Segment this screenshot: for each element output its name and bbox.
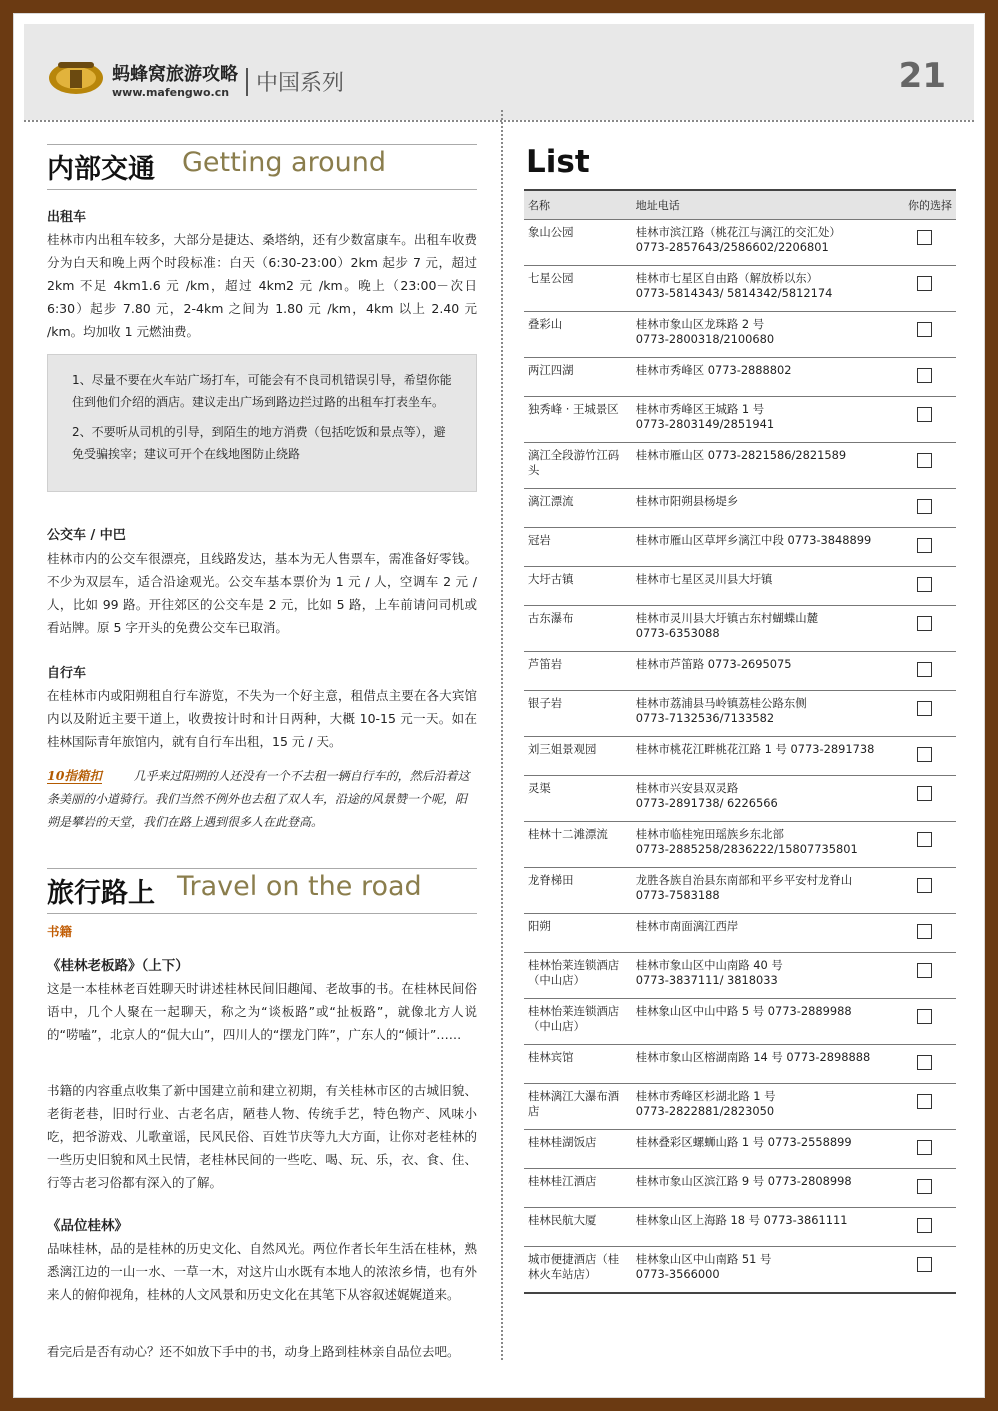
place-address-cell [632, 606, 892, 652]
place-name: 桂林宾馆 [524, 1045, 632, 1084]
choice-checkbox[interactable] [917, 1179, 932, 1194]
place-address: 桂林市象山区榕湖南路 14 号 0773-2898888 [635, 1050, 871, 1064]
choice-checkbox[interactable] [917, 616, 932, 631]
choice-checkbox[interactable] [917, 322, 932, 337]
place-name: 阳朔 [524, 914, 632, 953]
choice-cell [892, 606, 956, 652]
place-phone: 0773-3837111/ 3818033 [635, 973, 778, 987]
place-name: 两江四湖 [524, 358, 632, 397]
bus-heading: 公交车 / 中巴 [47, 528, 126, 543]
table-row [524, 822, 956, 868]
table-row [524, 358, 956, 397]
series-title: 中国系列 [256, 71, 345, 96]
brand-name: 蚂蜂窝旅游攻略 [112, 64, 238, 85]
choice-cell [892, 1045, 956, 1084]
traveler-tip [47, 764, 477, 834]
choice-cell [892, 652, 956, 691]
tip-item: 1、尽量不要在火车站广场打车，可能会有不良司机错误引导，希望你能住到他们介绍的酒店。建议走出广场到路边拦过路的出租车打表坐车。 [72, 373, 452, 409]
section-title-cn: 内部交通 [47, 154, 155, 185]
table-row [524, 220, 956, 266]
page-number: 21 [898, 56, 946, 96]
place-address-cell [632, 776, 892, 822]
place-address-cell [632, 528, 892, 567]
choice-cell [892, 914, 956, 953]
choice-checkbox[interactable] [917, 878, 932, 893]
taxi-tips-box [47, 354, 477, 492]
place-address: 桂林象山区中山南路 51 号 [635, 1252, 772, 1266]
place-address-cell [632, 737, 892, 776]
place-address: 桂林市滨江路（桃花江与漓江的交汇处） [635, 225, 841, 239]
taxi-text: 桂林市内出租车较多，大部分是捷达、桑塔纳，还有少数富康车。出租车收费分为白天和晚上两个时段标准：白天（6:30-23:00）2km 起步 7 元，超过 2km 不足 4km1.6 元 /km，超过 4km2 元 /km。晚上（23:00－次日 6:30）起步 7.80 元，2-4km 之间为 1.80 元 /km，4km 以上 2.40 元 /km。均加收 1 元燃油费。 [47, 232, 477, 339]
place-address-cell [632, 1208, 892, 1247]
place-phone: 0773-6353088 [635, 626, 720, 640]
choice-checkbox[interactable] [917, 276, 932, 291]
table-row [524, 776, 956, 822]
choice-cell [892, 822, 956, 868]
place-address-cell [632, 1247, 892, 1293]
place-address: 桂林市荔浦县马岭镇荔桂公路东侧 [635, 696, 807, 710]
place-address-cell [632, 1045, 892, 1084]
place-name: 城市便捷酒店（桂林火车站店） [524, 1247, 632, 1293]
book1-content: 书籍的内容重点收集了新中国建立前和建立初期，有关桂林市区的古城旧貌、老街老巷，旧时行业、古老名店，陋巷人物、传统手艺，特色物产、风味小吃，把爷游戏、儿歌童谣，民风民俗、百姓节庆等九大方面，让你对老桂林的一些历史旧貌和风土民情，老桂林民间的一些吃、喝、玩、乐，衣、食、住、行等古老习俗都有深入的了解。 [47, 1083, 477, 1190]
place-address-cell [632, 652, 892, 691]
taxi-heading: 出租车 [47, 210, 87, 225]
choice-cell [892, 567, 956, 606]
place-name: 桂林十二滩漂流 [524, 822, 632, 868]
choice-cell [892, 737, 956, 776]
place-address-cell [632, 220, 892, 266]
traveler-tip-text: 几乎来过阳朔的人还没有一个不去租一辆自行车的，然后沿着这条美丽的小道骑行。我们当然不例外也去租了双人车，沿途的风景赞一个呢，阳朔是攀岩的天堂，我们在路上遇到很多人在此登高。 [47, 769, 470, 829]
place-address: 桂林市灵川县大圩镇古东村蝴蝶山麓 [635, 611, 819, 625]
choice-cell [892, 999, 956, 1045]
place-address: 桂林市秀峰区 0773-2888802 [635, 363, 792, 377]
choice-checkbox[interactable] [917, 701, 932, 716]
place-phone: 0773-2803149/2851941 [635, 417, 775, 431]
places-table-body [524, 220, 956, 1293]
choice-cell [892, 358, 956, 397]
choice-checkbox[interactable] [917, 1055, 932, 1070]
bike-text: 在桂林市内或阳朔租自行车游览，不失为一个好主意，租借点主要在各大宾馆内以及附近主要干道上，收费按计时和计日两种，大概 10-15 元一天。如在桂林国际青年旅馆内，就有自行车出租，15 元 / 天。 [47, 688, 477, 749]
choice-checkbox[interactable] [917, 368, 932, 383]
place-address-cell [632, 822, 892, 868]
choice-checkbox[interactable] [917, 1257, 932, 1272]
place-address-cell [632, 358, 892, 397]
place-name: 桂林桂江酒店 [524, 1169, 632, 1208]
place-phone: 0773-2800318/2100680 [635, 332, 775, 346]
page-header [24, 24, 974, 120]
choice-checkbox[interactable] [917, 538, 932, 553]
place-address-cell [632, 312, 892, 358]
table-row [524, 868, 956, 914]
place-name: 象山公园 [524, 220, 632, 266]
place-name: 独秀峰 · 王城景区 [524, 397, 632, 443]
place-name: 漓江全段游竹江码头 [524, 443, 632, 489]
choice-cell [892, 1169, 956, 1208]
places-table [524, 189, 956, 1294]
closing-text: 看完后是否有动心？还不如放下手中的书，动身上路到桂林亲自品位去吧。 [47, 1344, 460, 1359]
section-title-cn: 旅行路上 [47, 878, 155, 909]
choice-cell [892, 528, 956, 567]
column-header-address: 地址电话 [632, 190, 892, 220]
place-address: 桂林市桃花江畔桃花江路 1 号 0773-2891738 [635, 742, 875, 756]
choice-checkbox[interactable] [917, 963, 932, 978]
place-phone: 0773-3566000 [635, 1267, 720, 1281]
place-name: 桂林民航大厦 [524, 1208, 632, 1247]
place-address: 桂林市雁山区草坪乡漓江中段 0773-3848899 [635, 533, 872, 547]
table-row [524, 1208, 956, 1247]
book1-title: 《桂林老板路》（上下） [47, 958, 189, 974]
place-address: 桂林市七星区灵川县大圩镇 [635, 572, 773, 586]
place-address-cell [632, 397, 892, 443]
table-header-row [524, 190, 956, 220]
place-address-cell [632, 567, 892, 606]
book1-intro: 这是一本桂林老百姓聊天时讲述桂林民间旧趣闻、老故事的书。在桂林民间俗语中，几个人聚在一起聊天，称之为“谈板路”或“扯板路”，就像北方人说的“唠嗑”，北京人的“侃大山”，四川人的“摆龙门阵”，广东人的“倾计”…… [47, 981, 477, 1042]
place-phone: 0773-5814343/ 5814342/5812174 [635, 286, 833, 300]
book2-text: 品味桂林，品的是桂林的历史文化、自然风光。两位作者长年生活在桂林，熟悉漓江边的一山一水、一草一木，对这片山水既有本地人的浓浓乡情，也有外来人的俯仰视角，桂林的人文风景和历史文化在其笔下从容叙述娓娓道来。 [47, 1241, 477, 1302]
choice-checkbox[interactable] [917, 1094, 932, 1109]
choice-checkbox[interactable] [917, 577, 932, 592]
place-address-cell [632, 1130, 892, 1169]
books-category: 书籍 [47, 924, 73, 939]
table-row [524, 1130, 956, 1169]
choice-cell [892, 489, 956, 528]
choice-cell [892, 312, 956, 358]
table-row [524, 999, 956, 1045]
place-name: 叠彩山 [524, 312, 632, 358]
table-row [524, 914, 956, 953]
choice-checkbox[interactable] [917, 832, 932, 847]
table-row [524, 443, 956, 489]
bike-heading: 自行车 [47, 666, 87, 681]
table-row [524, 1045, 956, 1084]
place-name: 刘三姐景观园 [524, 737, 632, 776]
choice-checkbox[interactable] [917, 747, 932, 762]
place-address: 桂林象山区中山中路 5 号 0773-2889988 [635, 1004, 852, 1018]
place-name: 古东瀑布 [524, 606, 632, 652]
header-dotted-rule [24, 120, 974, 122]
tip-item: 2、不要听从司机的引导，到陌生的地方消费（包括吃饭和景点等），避免受骗挨宰；建议可开个在线地图防止绕路 [72, 425, 446, 461]
place-address: 桂林市南面漓江西岸 [635, 919, 739, 933]
place-address-cell [632, 868, 892, 914]
place-address: 桂林市象山区滨江路 9 号 0773-2808998 [635, 1174, 852, 1188]
place-phone: 0773-7583188 [635, 888, 720, 902]
place-address: 桂林市秀峰区王城路 1 号 [635, 402, 765, 416]
place-name: 灵渠 [524, 776, 632, 822]
choice-cell [892, 1084, 956, 1130]
mafengwo-logo-icon [46, 52, 106, 98]
travel-on-road-title [47, 868, 477, 914]
table-row [524, 1169, 956, 1208]
place-name: 冠岩 [524, 528, 632, 567]
place-name: 桂林怡莱连锁酒店（中山店） [524, 999, 632, 1045]
choice-cell [892, 1208, 956, 1247]
choice-cell [892, 868, 956, 914]
table-row [524, 489, 956, 528]
place-address: 桂林市雁山区 0773-2821586/2821589 [635, 448, 847, 462]
table-row [524, 606, 956, 652]
section-title-en: Travel on the road [177, 871, 422, 902]
place-address-cell [632, 999, 892, 1045]
choice-cell [892, 1247, 956, 1293]
choice-cell [892, 953, 956, 999]
place-address: 桂林市兴安县双灵路 [635, 781, 739, 795]
choice-checkbox[interactable] [917, 786, 932, 801]
page [13, 13, 985, 1398]
place-address-cell [632, 443, 892, 489]
place-name: 桂林怡莱连锁酒店（中山店） [524, 953, 632, 999]
place-name: 大圩古镇 [524, 567, 632, 606]
traveler-tip-author: 10指箱扣 [47, 768, 102, 783]
table-row [524, 266, 956, 312]
table-row [524, 1084, 956, 1130]
list-title: List [526, 144, 590, 180]
table-row [524, 652, 956, 691]
header-divider [246, 68, 248, 96]
choice-cell [892, 691, 956, 737]
bus-text: 桂林市内的公交车很漂亮，且线路发达，基本为无人售票车，需准备好零钱。不少为双层车，适合沿途观光。公交车基本票价为 1 元 / 人，空调车 2 元 / 人，比如 99 路。开往郊区的公交车是 2 元，比如 5 路，上车前请问司机或看站牌。原 5 字开头的免费公交车已取消。 [47, 551, 477, 635]
choice-checkbox[interactable] [917, 662, 932, 677]
place-address: 桂林叠彩区螺蛳山路 1 号 0773-2558899 [635, 1135, 852, 1149]
table-row [524, 397, 956, 443]
place-address-cell [632, 489, 892, 528]
choice-cell [892, 1130, 956, 1169]
place-address: 桂林市阳朔县杨堤乡 [635, 494, 739, 508]
place-phone: 0773-7132536/7133582 [635, 711, 775, 725]
place-address-cell [632, 914, 892, 953]
place-phone: 0773-2891738/ 6226566 [635, 796, 778, 810]
place-phone: 0773-2822881/2823050 [635, 1104, 775, 1118]
place-address: 桂林象山区上海路 18 号 0773-3861111 [635, 1213, 848, 1227]
place-address: 桂林市芦笛路 0773-2695075 [635, 657, 792, 671]
table-row [524, 691, 956, 737]
table-row [524, 567, 956, 606]
column-header-choice: 你的选择 [892, 190, 956, 220]
choice-checkbox[interactable] [917, 407, 932, 422]
choice-checkbox[interactable] [917, 453, 932, 468]
table-row [524, 312, 956, 358]
table-row [524, 1247, 956, 1293]
place-address-cell [632, 1169, 892, 1208]
place-name: 银子岩 [524, 691, 632, 737]
getting-around-title [47, 144, 477, 190]
choice-checkbox[interactable] [917, 230, 932, 245]
choice-checkbox[interactable] [917, 1009, 932, 1024]
place-address: 桂林市象山区中山南路 40 号 [635, 958, 783, 972]
place-name: 漓江漂流 [524, 489, 632, 528]
place-name: 桂林桂湖饭店 [524, 1130, 632, 1169]
place-phone: 0773-2885258/2836222/15807735801 [635, 842, 858, 856]
choice-cell [892, 443, 956, 489]
choice-checkbox[interactable] [917, 924, 932, 939]
choice-cell [892, 776, 956, 822]
place-address-cell [632, 953, 892, 999]
place-address: 桂林市七星区自由路（解放桥以东） [635, 271, 819, 285]
column-divider [501, 110, 503, 1360]
choice-checkbox[interactable] [917, 499, 932, 514]
place-name: 桂林漓江大瀑布酒店 [524, 1084, 632, 1130]
choice-checkbox[interactable] [917, 1218, 932, 1233]
choice-cell [892, 266, 956, 312]
place-phone: 0773-2857643/2586602/2206801 [635, 240, 829, 254]
choice-checkbox[interactable] [917, 1140, 932, 1155]
column-header-name: 名称 [524, 190, 632, 220]
place-address-cell [632, 266, 892, 312]
table-row [524, 737, 956, 776]
place-address: 桂林市秀峰区杉湖北路 1 号 [635, 1089, 776, 1103]
brand-url: www.mafengwo.cn [112, 86, 230, 99]
place-address-cell [632, 691, 892, 737]
place-address: 龙胜各族自治县东南部和平乡平安村龙脊山 [635, 873, 853, 887]
section-title-en: Getting around [182, 147, 386, 178]
place-name: 龙脊梯田 [524, 868, 632, 914]
place-address: 桂林市象山区龙珠路 2 号 [635, 317, 765, 331]
table-row [524, 528, 956, 567]
choice-cell [892, 397, 956, 443]
choice-cell [892, 220, 956, 266]
place-address-cell [632, 1084, 892, 1130]
place-address: 桂林市临桂宛田瑶族乡东北部 [635, 827, 784, 841]
table-row [524, 953, 956, 999]
place-name: 七星公园 [524, 266, 632, 312]
book2-title: 《品位桂林》 [47, 1218, 128, 1234]
place-name: 芦笛岩 [524, 652, 632, 691]
